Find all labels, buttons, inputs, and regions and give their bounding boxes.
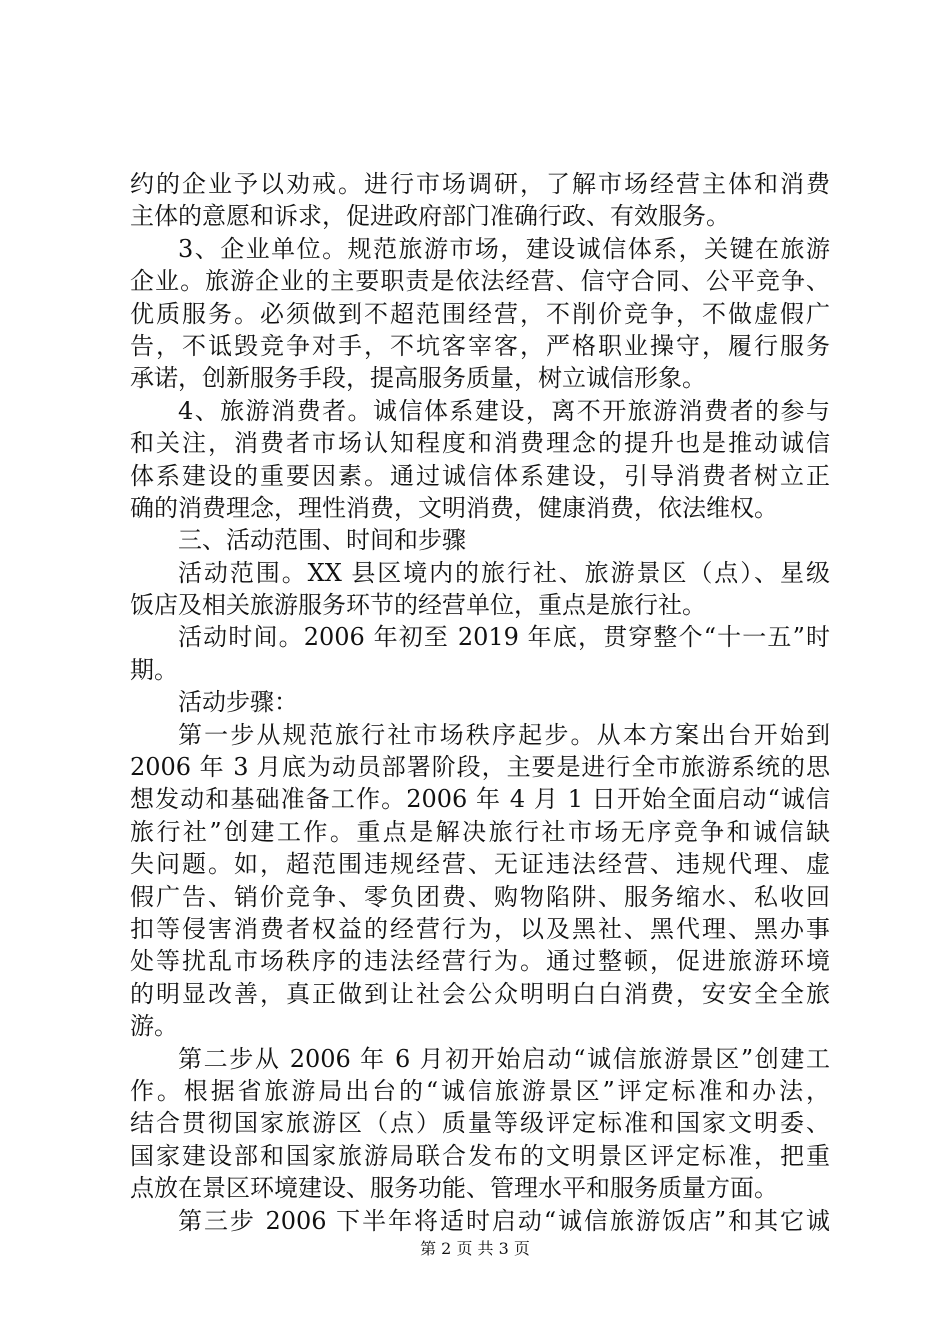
paragraph-line: 饭店及相关旅游服务环节的经营单位，重点是旅行社。: [130, 591, 706, 620]
paragraph-line: 国家建设部和国家旅游局联合发布的文明景区评定标准，把重: [130, 1141, 830, 1170]
paragraph-line: 结合贯彻国家旅游区（点）质量等级评定标准和国家文明委、: [130, 1109, 830, 1138]
paragraph-line: 第一步从规范旅行社市场秩序起步。从本方案出台开始到: [178, 720, 830, 749]
paragraph-line: 旅行社”创建工作。重点是解决旅行社市场无序竞争和诚信缺: [130, 817, 830, 846]
page-number-label: 第 2 页 共 3 页: [420, 1239, 530, 1258]
document-body: [130, 168, 830, 1237]
paragraph: [130, 1043, 830, 1205]
paragraph-line: 失问题。如，超范围违规经营、无证违法经营、违规代理、虚: [130, 850, 830, 879]
paragraph-line: 体系建设的重要因素。通过诚信体系建设，引导消费者树立正: [130, 461, 830, 490]
paragraph-line: 优质服务。必须做到不超范围经营，不削价竞争，不做虚假广: [130, 299, 830, 328]
paragraph-line: 4、旅游消费者。诚信体系建设，离不开旅游消费者的参与: [178, 396, 830, 425]
paragraph: [130, 1205, 830, 1237]
paragraph-line: 活动时间。2006 年初至 2019 年底，贯穿整个“十一五”时: [178, 623, 830, 652]
paragraph-line: 活动范围。XX 县区境内的旅行社、旅游景区（点）、星级: [178, 558, 830, 587]
paragraph: [130, 719, 830, 1043]
paragraph-line: 三、活动范围、时间和步骤: [178, 526, 466, 555]
paragraph: [130, 395, 830, 525]
paragraph: [130, 168, 830, 233]
paragraph-line: 的明显改善，真正做到让社会公众明明白白消费，安安全全旅: [130, 979, 830, 1008]
paragraph-line: 作。根据省旅游局出台的“诚信旅游景区”评定标准和办法，: [130, 1076, 830, 1105]
paragraph: [130, 557, 830, 622]
paragraph-line: 告，不诋毁竞争对手，不坑客宰客，严格职业操守，履行服务: [130, 331, 830, 360]
paragraph-line: 扣等侵害消费者权益的经营行为，以及黑社、黑代理、黑办事: [130, 914, 830, 943]
paragraph-line: 游。: [130, 1012, 178, 1041]
paragraph-line: 约的企业予以劝戒。进行市场调研，了解市场经营主体和消费: [130, 170, 830, 198]
paragraph-line: 假广告、销价竞争、零负团费、购物陷阱、服务缩水、私收回: [130, 882, 830, 911]
paragraph-line: 第二步从 2006 年 6 月初开始启动“诚信旅游景区”创建工: [178, 1044, 830, 1073]
paragraph-line: 期。: [130, 655, 178, 684]
paragraph-line: 活动步骤：: [178, 688, 298, 717]
paragraph: [130, 686, 830, 718]
paragraph: [130, 524, 830, 556]
page-number-footer: [0, 1238, 950, 1260]
paragraph-line: 2006 年 3 月底为动员部署阶段，主要是进行全市旅游系统的思: [130, 753, 830, 782]
paragraph-line: 和关注，消费者市场认知程度和消费理念的提升也是推动诚信: [130, 429, 830, 458]
paragraph-line: 第三步 2006 下半年将适时启动“诚信旅游饭店”和其它诚: [178, 1206, 830, 1235]
paragraph-line: 承诺，创新服务手段，提高服务质量，树立诚信形象。: [130, 364, 706, 393]
paragraph: [130, 233, 830, 395]
paragraph-line: 处等扰乱市场秩序的违法经营行为。通过整顿，促进旅游环境: [130, 947, 830, 976]
paragraph-line: 点放在景区环境建设、服务功能、管理水平和服务质量方面。: [130, 1174, 778, 1203]
paragraph-line: 主体的意愿和诉求，促进政府部门准确行政、有效服务。: [130, 202, 730, 231]
paragraph-line: 确的消费理念，理性消费，文明消费，健康消费，依法维权。: [130, 493, 778, 522]
paragraph-line: 3、企业单位。规范旅游市场，建设诚信体系，关键在旅游: [178, 234, 830, 263]
paragraph: [130, 621, 830, 686]
paragraph-line: 企业。旅游企业的主要职责是依法经营、信守合同、公平竞争、: [130, 267, 830, 296]
paragraph-line: 想发动和基础准备工作。2006 年 4 月 1 日开始全面启动“诚信: [130, 785, 830, 814]
